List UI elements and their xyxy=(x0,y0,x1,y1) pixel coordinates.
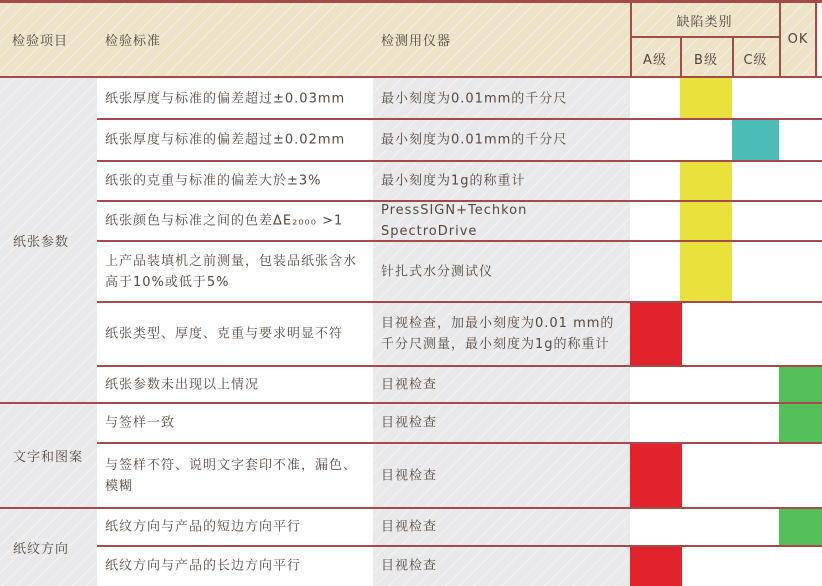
row-divider xyxy=(97,365,822,367)
column-header-grade-a xyxy=(630,38,680,78)
group-paper-parameters xyxy=(0,78,97,403)
column-header-standard xyxy=(105,0,161,78)
row-divider xyxy=(97,200,822,202)
instrument-cell: 针扎式水分测试仪 xyxy=(381,264,494,279)
column-header-ok xyxy=(779,0,817,78)
table-row xyxy=(0,443,822,508)
standard-cell: 纸张厚度与标准的偏差超过±0.02mm xyxy=(105,132,346,148)
group-divider xyxy=(0,402,822,404)
column-header-grade-b xyxy=(680,38,732,78)
group-text-and-graphics xyxy=(0,403,97,508)
defect-marker-row11-a xyxy=(630,546,682,586)
group-label: 纸纹方向 xyxy=(13,541,70,557)
column-header-instrument xyxy=(381,0,451,78)
defect-marker-row5-b xyxy=(680,241,732,302)
row-divider xyxy=(97,442,822,444)
defect-subheader-divider xyxy=(630,36,779,38)
header-column-divider xyxy=(630,0,632,78)
table-row xyxy=(0,403,822,443)
ok-marker-row8 xyxy=(779,403,822,443)
column-header-instrument-label: 检测用仪器 xyxy=(381,33,452,49)
standard-cell: 纸纹方向与产品的短边方向平行 xyxy=(105,519,302,535)
group-label: 纸张参数 xyxy=(13,235,70,250)
standard-cell: 纸纹方向与产品的长边方向平行 xyxy=(105,558,302,574)
row-divider xyxy=(97,118,822,120)
defect-marker-row2-c xyxy=(732,119,779,161)
header-column-divider xyxy=(680,36,682,78)
defect-marker-row1-b xyxy=(680,78,732,119)
defect-marker-row6-a xyxy=(630,302,682,366)
group-label: 文字和图案 xyxy=(13,450,84,465)
column-header-defect-group xyxy=(630,2,779,38)
standard-cell: 与签样不符、说明文字套印不准，漏色、模糊 xyxy=(105,457,358,494)
instrument-cell: 目视检查 xyxy=(381,519,438,535)
standard-cell: 纸张类型、厚度、克重与要求明显不符 xyxy=(105,326,344,342)
standard-cell: 与签样一致 xyxy=(105,415,176,431)
row-divider xyxy=(97,240,822,242)
table-top-border xyxy=(0,0,822,3)
grade-c-label: C级 xyxy=(743,52,768,68)
group-divider xyxy=(0,507,822,509)
ok-label: OK xyxy=(787,31,809,47)
row-divider xyxy=(97,160,822,162)
row-divider xyxy=(97,301,822,303)
grade-a-label: A级 xyxy=(643,52,667,68)
row-divider xyxy=(97,545,822,547)
instrument-cell: PressSIGN+Techkon SpectroDrive xyxy=(381,203,528,239)
group-grain-direction xyxy=(0,508,97,586)
defect-marker-row4-b xyxy=(680,201,732,241)
standard-cell: 上产品装填机之前测量，包装品纸张含水高于10%或低于5% xyxy=(105,253,358,290)
standard-cell: 纸张参数未出现以上情况 xyxy=(105,377,260,392)
table-row xyxy=(0,546,822,586)
standard-cell: 纸张颜色与标准之间的色差ΔE₂₀₀₀ >1 xyxy=(105,213,344,229)
instrument-cell: 目视检查 xyxy=(381,558,438,574)
table-row xyxy=(0,508,822,546)
header-column-divider xyxy=(732,36,734,78)
instrument-cell: 目视检查 xyxy=(381,415,438,431)
grade-b-label: B级 xyxy=(694,52,718,68)
header-bottom-divider xyxy=(0,76,822,78)
instrument-cell: 目视检查 xyxy=(381,468,438,483)
header-column-divider xyxy=(779,0,781,78)
ok-marker-row10 xyxy=(779,508,822,546)
column-header-item xyxy=(12,0,68,78)
defect-marker-row9-a xyxy=(630,443,682,508)
table-row xyxy=(0,366,822,403)
instrument-cell: 目视检查 xyxy=(381,377,438,392)
table-row xyxy=(0,302,822,366)
instrument-cell: 最小刻度为0.01mm的千分尺 xyxy=(381,132,568,148)
standard-cell: 纸张厚度与标准的偏差超过±0.03mm xyxy=(105,91,346,106)
defect-group-label: 缺陷类别 xyxy=(676,14,733,30)
header-right-border xyxy=(815,0,817,78)
column-header-grade-c xyxy=(732,38,779,78)
column-header-item-label: 检验项目 xyxy=(12,33,69,49)
column-header-standard-label: 检验标准 xyxy=(105,33,162,49)
standard-cell: 纸张的克重与标准的偏差大於±3% xyxy=(105,173,322,189)
instrument-cell: 目视检查，加最小刻度为0.01 mm的千分尺测量，最小刻度为1g的称重计 xyxy=(381,316,615,352)
table-row xyxy=(0,119,822,161)
defect-marker-row3-b xyxy=(680,161,732,201)
instrument-cell: 最小刻度为1g的称重计 xyxy=(381,173,526,189)
instrument-cell: 最小刻度为0.01mm的千分尺 xyxy=(381,91,568,106)
ok-marker-row7 xyxy=(779,366,822,403)
